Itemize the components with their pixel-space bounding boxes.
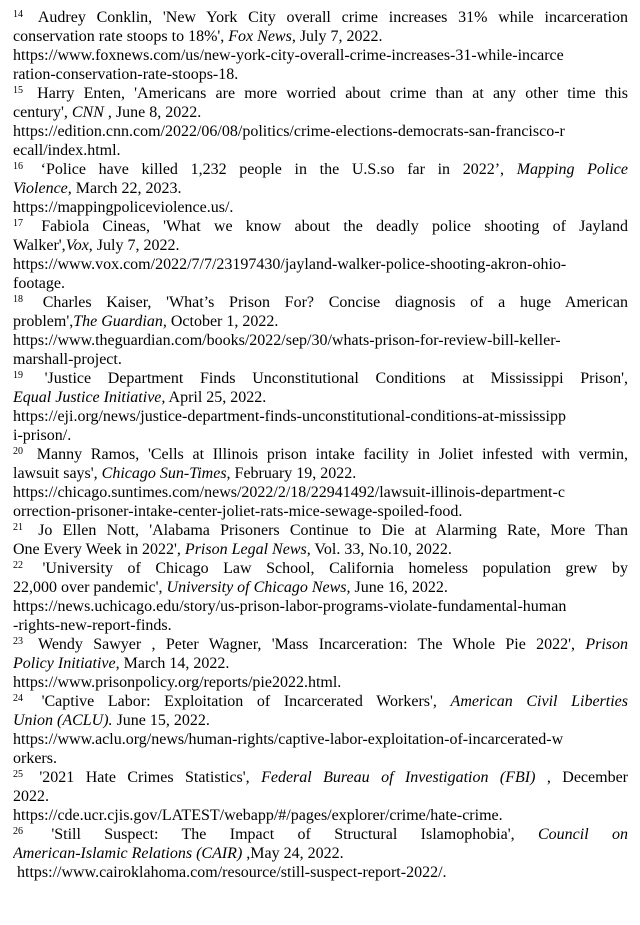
footnote-url-text: https://www.vox.com/2022/7/7/23197430/jayland-walker-police-shooting-akron-ohio- bbox=[13, 256, 567, 273]
footnote-line bbox=[13, 122, 628, 141]
footnote bbox=[13, 160, 628, 217]
publication-title: University of Chicago News, bbox=[166, 579, 351, 596]
footnote-url-text: https://edition.cnn.com/2022/06/08/politics/crime-elections-democrats-san-francisco-r bbox=[13, 123, 565, 140]
footnotes-section bbox=[13, 8, 628, 882]
footnote-text: Charles Kaiser, 'What’s Prison For? Concise diagnosis of a huge American bbox=[28, 294, 628, 311]
footnote-text: Wendy Sawyer , Peter Wagner, 'Mass Incarceration: The Whole Pie 2022', bbox=[28, 636, 586, 653]
footnote-line bbox=[13, 825, 628, 844]
footnote-text: October 1, 2022. bbox=[166, 313, 279, 330]
footnote-url-text: orrection-prisoner-intake-center-joliet-rats-mice-sewage-spoiled-food. bbox=[13, 503, 463, 520]
footnote bbox=[13, 217, 628, 293]
footnote bbox=[13, 8, 628, 84]
footnote-text: ‘Police have killed 1,232 people in the U.S.so far in 2022’, bbox=[28, 161, 517, 178]
footnote-line bbox=[13, 27, 628, 46]
footnote bbox=[13, 369, 628, 445]
footnote-line bbox=[13, 84, 628, 103]
footnote-number: 26 bbox=[13, 826, 23, 837]
footnote bbox=[13, 521, 628, 559]
footnote-text: February 19, 2022. bbox=[230, 465, 357, 482]
footnote-text: 'Captive Labor: Exploitation of Incarcerated Workers', bbox=[28, 693, 451, 710]
footnote-line bbox=[13, 578, 628, 597]
footnote-line bbox=[13, 730, 628, 749]
footnote-text: Manny Ramos, 'Cells at Illinois prison intake facility in Joliet infested with vermin, bbox=[28, 446, 628, 463]
footnote-line bbox=[13, 844, 628, 863]
publication-title: Prison bbox=[585, 636, 628, 653]
footnote-line bbox=[13, 559, 628, 578]
footnote-text: Fabiola Cineas, 'What we know about the deadly police shooting of Jayland bbox=[28, 218, 628, 235]
footnote-number: 19 bbox=[13, 370, 23, 381]
footnote-url-text: https://news.uchicago.edu/story/us-prison-labor-programs-violate-fundamental-human bbox=[13, 598, 567, 615]
footnote-text: March 14, 2022. bbox=[119, 655, 230, 672]
footnote-line bbox=[13, 179, 628, 198]
footnote-url-text: marshall-project. bbox=[13, 351, 122, 368]
footnote-line bbox=[13, 521, 628, 540]
footnote-text: '2021 Hate Crimes Statistics', bbox=[28, 769, 262, 786]
footnote-text: 'Still Suspect: The Impact of Structural Islamophobia', bbox=[28, 826, 538, 843]
footnote-text: April 25, 2022. bbox=[165, 389, 267, 406]
footnote-line bbox=[13, 388, 628, 407]
footnote-line bbox=[13, 198, 628, 217]
footnote-line bbox=[13, 217, 628, 236]
footnote-text: Jo Ellen Nott, 'Alabama Prisoners Continue to Die at Alarming Rate, More Than bbox=[28, 522, 628, 539]
publication-title: CNN bbox=[71, 104, 104, 121]
publication-title: American Civil Liberties bbox=[450, 693, 628, 710]
footnote-line bbox=[13, 160, 628, 179]
publication-title: Fox News bbox=[228, 28, 292, 45]
footnote-text: 2022. bbox=[13, 788, 49, 805]
footnote bbox=[13, 84, 628, 160]
footnote-line bbox=[13, 654, 628, 673]
footnote-number: 20 bbox=[13, 446, 23, 457]
footnote-line bbox=[13, 236, 628, 255]
footnote bbox=[13, 768, 628, 825]
footnote-url-text: https://www.theguardian.com/books/2022/sep/30/whats-prison-for-review-bill-keller- bbox=[13, 332, 561, 349]
footnote-url-text: https://cde.ucr.cjis.gov/LATEST/webapp/#/pages/explorer/crime/hate-crime. bbox=[13, 807, 503, 824]
publication-title: Union (ACLU). bbox=[13, 712, 113, 729]
footnote-line bbox=[13, 711, 628, 730]
footnote-line bbox=[13, 46, 628, 65]
footnote-url-text: i-prison/. bbox=[13, 427, 72, 444]
footnote-number: 16 bbox=[13, 161, 23, 172]
footnote-url-text: ecall/index.html. bbox=[13, 142, 121, 159]
footnote-text: , June 8, 2022. bbox=[103, 104, 202, 121]
footnote-line bbox=[13, 445, 628, 464]
publication-title: Council on bbox=[537, 826, 628, 843]
footnote-line bbox=[13, 483, 628, 502]
footnote bbox=[13, 692, 628, 768]
footnote-line bbox=[13, 255, 628, 274]
footnote-text: June 16, 2022. bbox=[350, 579, 448, 596]
footnote-number: 22 bbox=[13, 560, 23, 571]
footnote-line bbox=[13, 540, 628, 559]
footnote-number: 24 bbox=[13, 693, 23, 704]
footnote-url-text: orkers. bbox=[13, 750, 57, 767]
footnote bbox=[13, 445, 628, 521]
footnote-url-text: ration-conservation-rate-stoops-18. bbox=[13, 66, 239, 83]
footnote bbox=[13, 293, 628, 369]
footnote-url-text: https://chicago.suntimes.com/news/2022/2/18/22941492/lawsuit-illinois-department-c bbox=[13, 484, 565, 501]
footnote-line bbox=[13, 635, 628, 654]
footnote-url-text: https://www.aclu.org/news/human-rights/captive-labor-exploitation-of-incarcerated-w bbox=[13, 731, 564, 748]
footnote-url-text: footage. bbox=[13, 275, 65, 292]
publication-title: Equal Justice Initiative, bbox=[13, 389, 166, 406]
footnote-text: Audrey Conklin, 'New York City overall crime increases 31% while incarceration bbox=[28, 9, 628, 26]
publication-title: Vox bbox=[65, 237, 89, 254]
footnote-line bbox=[13, 616, 628, 635]
footnote-url-text: https://www.foxnews.com/us/new-york-city-overall-crime-increases-31-while-incarce bbox=[13, 47, 564, 64]
publication-title: Mapping Police bbox=[516, 161, 628, 178]
footnote-url-text: https://www.prisonpolicy.org/reports/pie2022.html. bbox=[13, 674, 342, 691]
footnote-line bbox=[13, 369, 628, 388]
footnote-text: One Every Week in 2022', bbox=[13, 541, 185, 558]
footnote-line bbox=[13, 749, 628, 768]
footnote-text: lawsuit says', bbox=[13, 465, 102, 482]
footnote-text: conservation rate stoops to 18%', bbox=[13, 28, 229, 45]
footnote-text: Harry Enten, 'Americans are more worried about crime than at any other time this bbox=[28, 85, 628, 102]
footnote-line bbox=[13, 464, 628, 483]
publication-title: Violence, bbox=[13, 180, 72, 197]
footnote-line bbox=[13, 312, 628, 331]
footnote-line bbox=[13, 863, 628, 882]
footnote-line bbox=[13, 597, 628, 616]
footnote-text: 'University of Chicago Law School, California homeless population grew by bbox=[28, 560, 628, 577]
footnote-url-text: https://mappingpoliceviolence.us/. bbox=[13, 199, 234, 216]
footnote-line bbox=[13, 350, 628, 369]
footnote-line bbox=[13, 768, 628, 787]
footnote-number: 15 bbox=[13, 85, 23, 96]
publication-title: American-Islamic Relations (CAIR) bbox=[13, 845, 243, 862]
footnote-text: , December bbox=[535, 769, 628, 786]
publication-title: Prison Legal News bbox=[184, 541, 307, 558]
footnote bbox=[13, 825, 628, 882]
footnote-url-text: https://eji.org/news/justice-department-finds-unconstitutional-conditions-at-mississipp bbox=[13, 408, 566, 425]
footnote-text: , Vol. 33, No.10, 2022. bbox=[306, 541, 452, 558]
footnote-text: 'Justice Department Finds Unconstitutional Conditions at Mississippi Prison', bbox=[28, 370, 628, 387]
footnote-number: 21 bbox=[13, 522, 23, 533]
footnote-number: 17 bbox=[13, 218, 23, 229]
footnote-number: 25 bbox=[13, 769, 23, 780]
footnote-line bbox=[13, 426, 628, 445]
footnote-number: 18 bbox=[13, 294, 23, 305]
footnote-url-text: -rights-new-report-finds. bbox=[13, 617, 172, 634]
publication-title: Federal Bureau of Investigation (FBI) bbox=[261, 769, 536, 786]
footnote-line bbox=[13, 274, 628, 293]
footnote-line bbox=[13, 407, 628, 426]
footnote bbox=[13, 635, 628, 692]
footnote-text: , July 7, 2022. bbox=[88, 237, 180, 254]
footnote-text: March 22, 2023. bbox=[71, 180, 182, 197]
footnote-line bbox=[13, 692, 628, 711]
footnote-text: century', bbox=[13, 104, 72, 121]
footnote-text: June 15, 2022. bbox=[112, 712, 210, 729]
footnote-line bbox=[13, 502, 628, 521]
footnote-line bbox=[13, 293, 628, 312]
footnote-text: , July 7, 2022. bbox=[291, 28, 383, 45]
publication-title: Policy Initiative, bbox=[13, 655, 120, 672]
footnote-line bbox=[13, 331, 628, 350]
footnote-line bbox=[13, 103, 628, 122]
footnote-number: 23 bbox=[13, 636, 23, 647]
footnote-number: 14 bbox=[13, 9, 23, 20]
footnote-line bbox=[13, 141, 628, 160]
footnote-text: 22,000 over pandemic', bbox=[13, 579, 167, 596]
footnote-line bbox=[13, 806, 628, 825]
footnote-line bbox=[13, 787, 628, 806]
footnote-line bbox=[13, 673, 628, 692]
footnote-url-text: https://www.cairoklahoma.com/resource/still-suspect-report-2022/. bbox=[13, 864, 447, 881]
footnote-line bbox=[13, 65, 628, 84]
footnote-line bbox=[13, 8, 628, 27]
footnote bbox=[13, 559, 628, 635]
publication-title: Chicago Sun-Times, bbox=[101, 465, 231, 482]
footnote-text: problem', bbox=[13, 313, 74, 330]
publication-title: The Guardian, bbox=[73, 313, 167, 330]
footnote-text: ,May 24, 2022. bbox=[242, 845, 344, 862]
footnote-text: Walker', bbox=[13, 237, 66, 254]
